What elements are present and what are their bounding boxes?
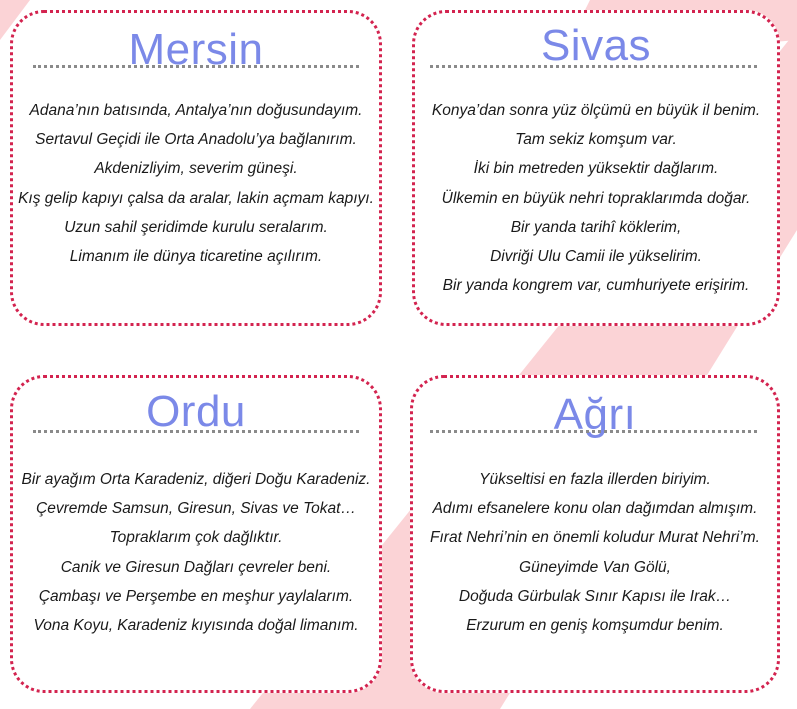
card-text-lines: [13, 96, 379, 271]
text-line: Konya’dan sonra yüz ölçümü en büyük il benim.: [431, 102, 761, 119]
card-text-lines: [13, 465, 379, 640]
text-line: İki bin metreden yüksektir dağlarım.: [473, 160, 719, 178]
card-title: Ağrı: [553, 390, 637, 439]
title-divider: [33, 430, 359, 433]
text-line: Limanım ile dünya ticaretine açılırım.: [69, 248, 323, 266]
text-line: Topraklarım çok dağlıktır.: [109, 529, 283, 547]
card-text-lines: [415, 96, 777, 300]
card-sivas: [412, 10, 780, 326]
text-line: Canik ve Giresun Dağları çevreler beni.: [60, 558, 332, 576]
text-line: Bir ayağım Orta Karadeniz, diğeri Doğu Karadeniz.: [21, 471, 371, 488]
text-line: Bir yanda tarihî köklerim,: [510, 218, 682, 236]
text-line: Tam sekiz komşum var.: [515, 131, 677, 149]
card-mersin: [10, 10, 382, 326]
text-line: Kış gelip kapıyı çalsa da aralar, lakin açmam kapıyı.: [18, 189, 374, 207]
text-line: Adana’nın batısında, Antalya’nın doğusundayım.: [29, 102, 363, 119]
text-line: Çambaşı ve Perşembe en meşhur yaylalarım.: [38, 587, 354, 605]
text-line: Güneyimde Van Gölü,: [519, 558, 671, 576]
text-line: Bir yanda kongrem var, cumhuriyete erişirim.: [442, 277, 750, 295]
card-title: Sivas: [540, 21, 652, 70]
text-line: Sertavul Geçidi ile Orta Anadolu’ya bağlanırım.: [35, 131, 357, 149]
text-line: Ülkemin en büyük nehri topraklarımda doğar.: [441, 189, 751, 207]
text-line: Vona Koyu, Karadeniz kıyısında doğal limanım.: [33, 617, 359, 635]
text-line: Doğuda Gürbulak Sınır Kapısı ile Irak…: [458, 587, 732, 605]
card-title: Ordu: [146, 387, 246, 436]
text-line: Yükseltisi en fazla illerden biriyim.: [479, 471, 711, 488]
card-agri: [410, 375, 780, 693]
title-divider: [430, 65, 757, 68]
text-line: Adımı efsanelere konu olan dağımdan almışım.: [432, 500, 758, 518]
text-line: Erzurum en geniş komşumdur benim.: [466, 617, 724, 635]
text-line: Akdenizliyim, severim güneşi.: [94, 160, 298, 178]
text-line: Divriği Ulu Camii ile yükselirim.: [490, 248, 702, 266]
text-line: Çevremde Samsun, Giresun, Sivas ve Tokat…: [36, 500, 356, 518]
card-ordu: [10, 375, 382, 693]
title-divider: [430, 430, 757, 433]
text-line: Fırat Nehri’nin en önemli koludur Murat Nehri’m.: [430, 529, 760, 547]
text-line: Uzun sahil şeridimde kurulu seralarım.: [64, 218, 328, 236]
card-text-lines: [413, 465, 777, 640]
card-title: Mersin: [128, 25, 264, 74]
title-divider: [33, 65, 359, 68]
